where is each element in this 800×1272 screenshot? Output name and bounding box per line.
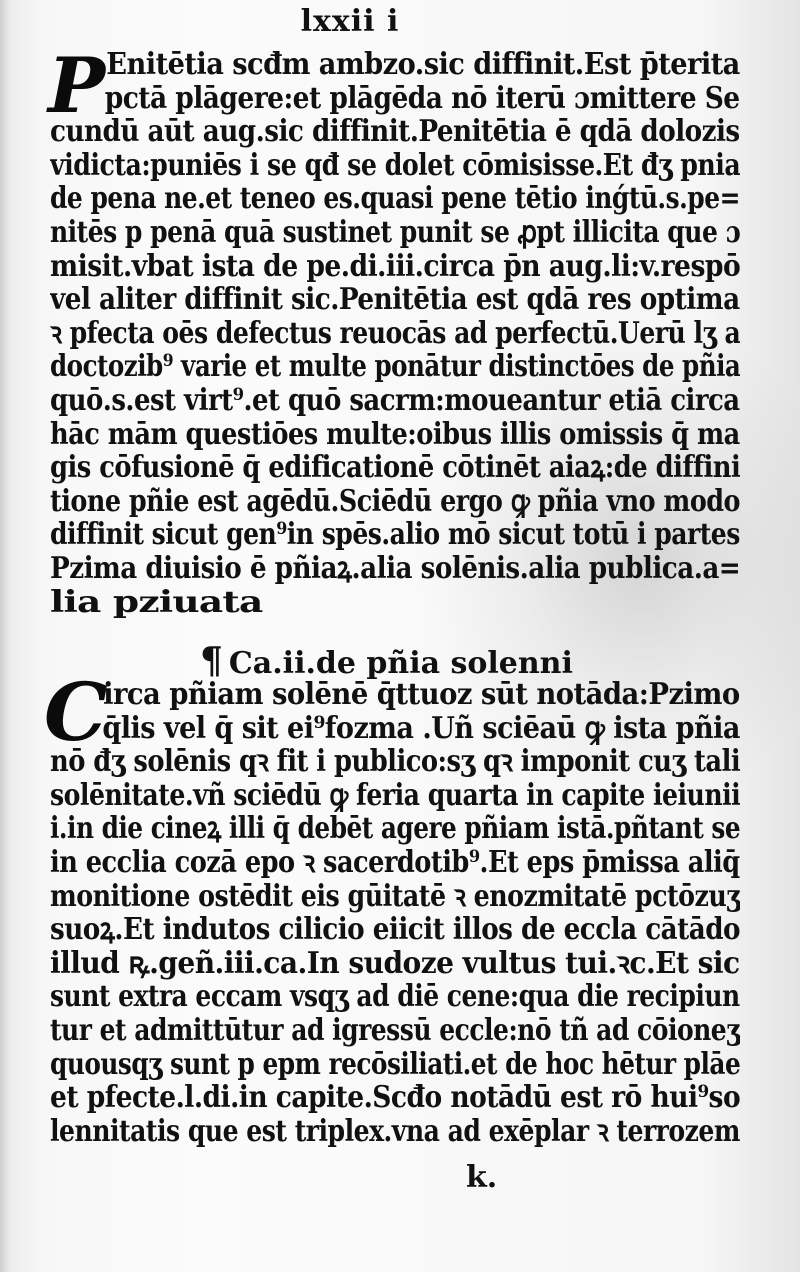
text-line: vel aliter diffinit sic.Penitētia est qdā res optima (50, 283, 740, 317)
text-line: i.in die cineꝝ illi q̄ debēt agere pñiam istā.pñtant se (50, 812, 741, 846)
decorated-initial-p: P (48, 41, 106, 130)
text-line: diffinit sicut gen⁹in spēs.alio mō sicut totū i partes (50, 518, 740, 552)
chapter-heading (200, 640, 580, 682)
text-line: ꝛ pfecta oēs defectus reuocās ad perfectū.Uerū lʒ a (50, 316, 741, 351)
text-line: hāc mām questiōes multe:oibus illis omissis q̄ ma (50, 417, 740, 452)
text-line: monitione ostēdit eis gūitatē ꝛ enozmitatē pctōzuʒ (50, 879, 740, 914)
text-line: irca pñiam solēnē q̄ttuoz sūt notāda:Pzimo (103, 678, 740, 712)
catchword: k. (466, 1160, 498, 1195)
text-line: pctā plāgere:et plāgēda nō iterū ɔmittere Se (104, 81, 740, 116)
text-line: tione pñie est agēdū.Sciēdū ergo ꝙ pñia vno modo (50, 484, 741, 519)
text-line: nō đʒ solēnis qꝛ fit i publico:sʒ qꝛ imponit cuʒ tali (50, 745, 740, 779)
text-line: q̄lis vel q̄ sit ei⁹fozma .Uñ sciēaū ꝙ ista pñia (102, 711, 740, 746)
text-line: doctozib⁹ varie et multe ponātur distinctōes de pñia (50, 350, 740, 384)
chapter-heading-text: Ca.ii.de pñia solenni (228, 646, 573, 681)
text-line: tur et admittūtur ad igressū eccle:nō tñ ad cōioneʒ (50, 1013, 740, 1048)
text-line: in ecclia cozā epo ꝛ sacerdotib⁹.Et eps p̄missa aliq̄ (50, 845, 740, 880)
text-line: Pzima diuisio ē pñiaꝝ.alia solēnis.alia publica.a= (50, 551, 740, 586)
page-gutter-shadow (0, 0, 10, 1272)
text-line: suoꝝ.Et indutos cilicio eiicit illos de eccla cātādo (50, 913, 740, 947)
text-line: lia pziuata (50, 585, 263, 620)
text-line: nitēs p penā quā sustinet punit se ꝓpt illicita que ɔ (50, 215, 740, 250)
decorated-initial-c: C (44, 665, 108, 759)
text-line: et pfecte.l.di.in capite.Scđo notādū est rō hui⁹so (50, 1081, 741, 1115)
text-line: quousqʒ sunt p epm recōsiliati.et de hoc hētur plāe (50, 1047, 740, 1082)
text-line: solēnitate.vñ sciēdū ꝙ feria quarta in capite ieiunii (50, 778, 741, 813)
text-line: misit.vbat ista de pe.di.iii.circa p̄n aug.li:v.respō (50, 249, 741, 284)
text-line: quō.s.est virt⁹.et quō sacrm:moueantur etiā circa (50, 383, 740, 418)
text-line: lennitatis que est triplex.vna ad exēplar ꝛ terrozem (50, 1114, 740, 1149)
text-line: Enitētia scđm ambzo.sic diffinit.Est p̄terita (106, 48, 740, 82)
text-line: sunt extra eccam vsqʒ ad diē cene:qua die recipiun (50, 980, 740, 1014)
text-block-definition (48, 41, 741, 620)
text-block-solemn-penance (50, 678, 740, 1148)
pilcrow-mark: ¶ (200, 640, 223, 682)
text-line: illud ꝶ.geñ.iii.ca.In sudoze vultus tui.ꝛc.Et sic (50, 946, 740, 981)
folio-number: lxxii i (300, 4, 400, 39)
text-line: cundū aūt aug.sic diffinit.Penitētia ē qdā dolozis (50, 115, 740, 149)
text-line: vidicta:puniēs i se qđ se dolet cōmisisse.Et đʒ pnia (50, 148, 741, 183)
text-line: gis cōfusionē q̄ edificationē cōtinēt aiaꝝ:de diffini (50, 451, 741, 485)
text-line: de pena ne.et teneo es.quasi pene tētio inǵtū.s.pe= (50, 182, 740, 216)
